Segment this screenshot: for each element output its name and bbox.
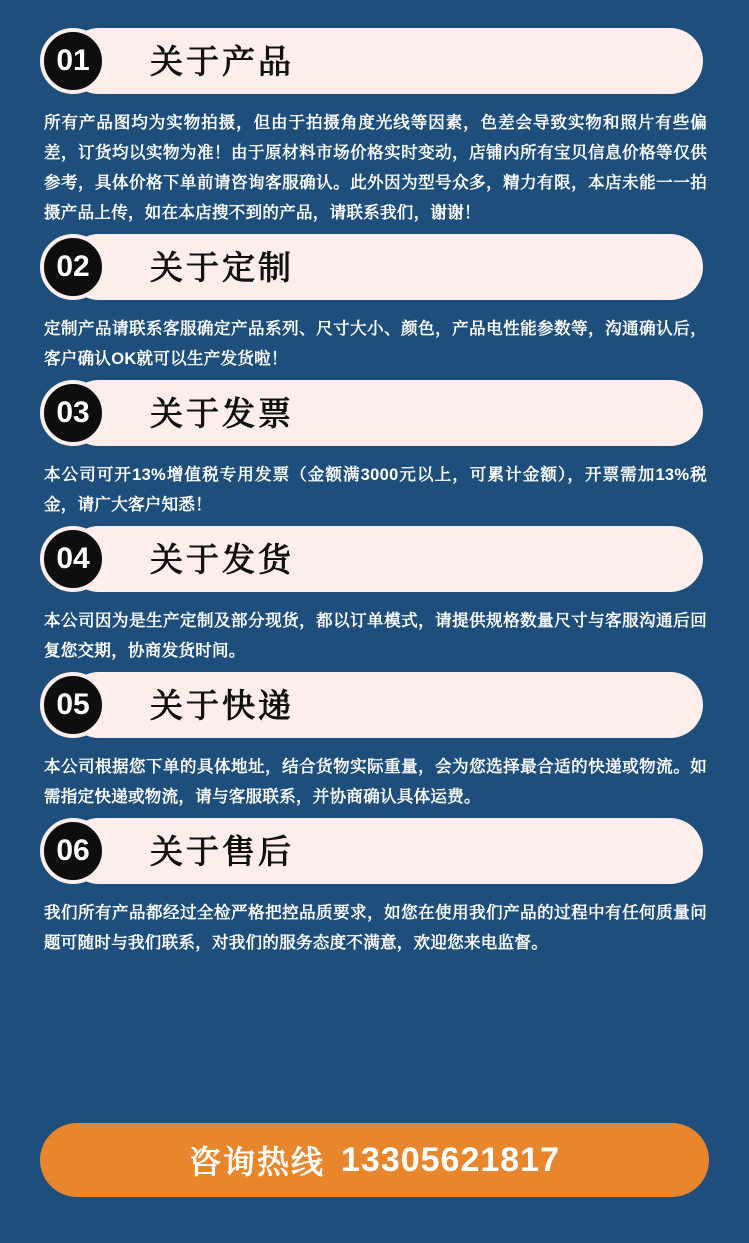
section-header-02 xyxy=(56,234,703,300)
section-04 xyxy=(36,526,713,666)
hotline-label: 咨询热线 xyxy=(188,1144,325,1180)
section-number-badge: 06 xyxy=(40,818,106,884)
section-header-06 xyxy=(56,818,703,884)
section-title: 关于产品 xyxy=(150,42,294,80)
section-body: 本公司根据您下单的具体地址，结合货物实际重量，会为您选择最合适的快递或物流。如需指定快递或物流，请与客服联系，并协商确认具体运费。 xyxy=(44,758,707,807)
section-body: 本公司因为是生产定制及部分现货，都以订单模式，请提供规格数量尺寸与客服沟通后回复您交期，协商发货时间。 xyxy=(44,612,707,661)
hotline-number[interactable]: 13305621817 xyxy=(341,1140,561,1179)
section-03 xyxy=(36,380,713,520)
section-number-badge: 05 xyxy=(40,672,106,738)
section-title: 关于售后 xyxy=(150,832,294,870)
section-number-badge: 04 xyxy=(40,526,106,592)
section-06 xyxy=(36,818,713,958)
section-body: 所有产品图均为实物拍摄，但由于拍摄角度光线等因素，色差会导致实物和照片有些偏差，订货均以实物为准！由于原材料市场价格实时变动，店铺内所有宝贝信息价格等仅供参考，具体价格下单前请咨询客服确认。此外因为型号众多，精力有限，本店未能一一拍摄产品上传，如在本店搜不到的产品，请联系我们，谢谢！ xyxy=(44,114,707,223)
section-header-01 xyxy=(56,28,703,94)
section-header-05 xyxy=(56,672,703,738)
section-body: 我们所有产品都经过全检严格把控品质要求，如您在使用我们产品的过程中有任何质量问题可随时与我们联系，对我们的服务态度不满意，欢迎您来电监督。 xyxy=(44,904,707,953)
section-title: 关于快递 xyxy=(150,686,294,724)
section-number-badge: 01 xyxy=(40,28,106,94)
section-number-badge: 02 xyxy=(40,234,106,300)
section-05 xyxy=(36,672,713,812)
section-number-badge: 03 xyxy=(40,380,106,446)
section-body: 本公司可开13%增值税专用发票（金额满3000元以上，可累计金额），开票需加13%税金，请广大客户知悉！ xyxy=(44,466,707,515)
section-title: 关于发票 xyxy=(150,394,294,432)
section-header-04 xyxy=(56,526,703,592)
section-title: 关于定制 xyxy=(150,248,294,286)
section-02 xyxy=(36,234,713,374)
section-body: 定制产品请联系客服确定产品系列、尺寸大小、颜色，产品电性能参数等，沟通确认后，客户确认OK就可以生产发货啦！ xyxy=(44,320,707,369)
section-01 xyxy=(36,28,713,228)
section-header-03 xyxy=(56,380,703,446)
hotline-banner[interactable] xyxy=(40,1123,709,1197)
section-title: 关于发货 xyxy=(150,540,294,578)
